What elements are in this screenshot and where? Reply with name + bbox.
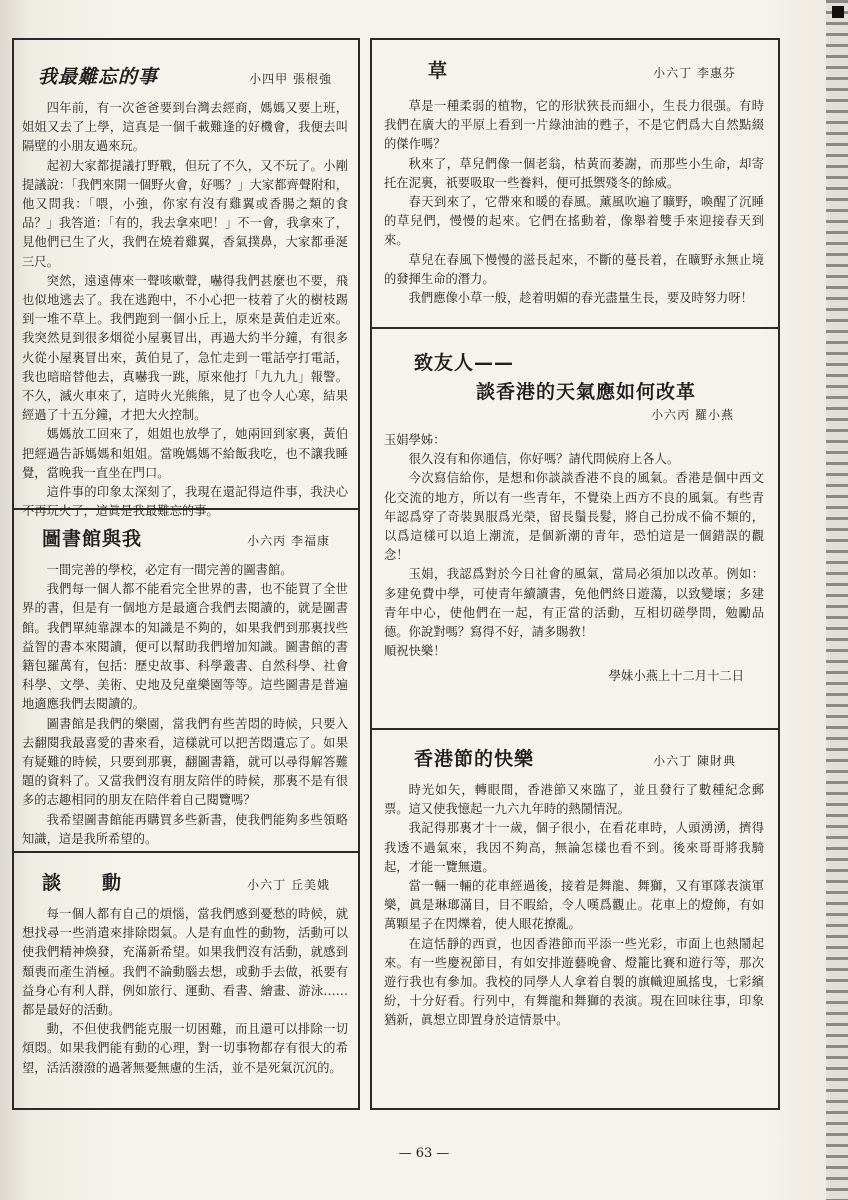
- paragraph: 媽媽放工回來了，姐姐也放學了，她兩回到家裏，黃伯把經過告訴媽媽和姐姐。當晚媽媽不給飯我吃，也不讓我睡覺，當晚我一直坐在門口。: [22, 427, 348, 480]
- paragraph: 圖書館是我們的樂園，當我們有些苦悶的時候，只要入去翻閱我最喜愛的書來看，這樣就可以把苦悶遺忘了。如果有疑難的時候，只要到那裏，翻圖書籍，就可以尋得解答難題的資料了。又當我們沒有朋友陪伴的時候，那裏不是有很多的志趣相同的朋友在陪伴着自己閱覽嗎？: [22, 716, 348, 808]
- article-activity: [22, 868, 348, 1078]
- paragraph: 突然，遠遠傳來一聲咳嗽聲，嚇得我們甚麼也不要，飛也似地逃去了。我在逃跑中，不小心把一枝着了火的樹枝踢到一堆不草上。我們跑到一個小丘上，原來是黃伯走近來。我突然見到很多烟從小屋裏冒出，再過大約半分鐘，有很多火從小屋裏冒出來，黃伯見了，急忙走到一電話亭打電話，我也暗暗替他去，真嚇我一跳，原來他打「九九九」報警。不久，滅火車來了，這時火光熊熊，見了也令人心寒，結果經過了十五分鐘，才把大火控制。: [22, 273, 348, 423]
- paragraph: 我記得那裏才十一歲，個子很小，在看花車時，人頭湧湧，擠得我透不過氣來，我因不夠高，無論怎樣也看不到。後來哥哥將我騎起，才能一覽無遺。: [384, 821, 764, 874]
- article-grass: [384, 56, 764, 308]
- article-title: 圖書館與我: [42, 528, 143, 550]
- article-title: 香港節的快樂: [414, 748, 535, 770]
- article-hk-festival: [384, 744, 764, 1031]
- article-byline: 小六丁 李惠芬: [653, 66, 736, 80]
- article-title: 草: [428, 60, 449, 82]
- article-letter: [384, 348, 764, 687]
- paragraph: 這件事的印象太深刻了，我現在還記得這件事，我決心不再玩火了，這眞是我最難忘的事。: [22, 485, 348, 519]
- article-unforgettable: [22, 62, 348, 521]
- paragraph: 時光如矢，轉眼間，香港節又來臨了，並且發行了數種紀念郵票。這又使我憶起一九六九年時的熱鬧情況。: [384, 783, 764, 817]
- paragraph: 玉娟，我認爲對於今日社會的風氣，當局必須加以改革。例如：多建免費中學，可使青年續讀書，免他們終日遊蕩，以致變壞；多建青年中心，使他們在一起，有正當的活動，互相切磋學問，勉勵品德。你說對嗎？寫得不好，請多賜教！: [384, 567, 764, 640]
- article-byline: 小六丁 丘美娥: [247, 878, 330, 892]
- letter-signature: 學妹小燕上十二月十二日: [608, 669, 744, 684]
- article-title-line1: 致友人——: [414, 352, 515, 374]
- paragraph: 我們應像小草一般，趁着明媚的春光盡量生長，要及時努力呀！: [408, 291, 753, 306]
- letter-closing: 順祝快樂！: [384, 644, 446, 659]
- paragraph: 四年前，有一次爸爸要到台灣去經商，媽媽又要上班，姐姐又去了上學，這真是一個千載難逢的好機會，我便去叫隔壁的小朋友過來玩。: [22, 101, 348, 154]
- paragraph: 春天到來了，它帶來和暖的春風。薰風吹遍了曠野，喚醒了沉睡的草兒們，慢慢的起來。它們在搖動着，像舉着雙手來迎接春天到來。: [384, 195, 764, 248]
- paragraph: 我們每一個人都不能看完全世界的書，也不能買了全世界的書，但是有一個地方是最適合我們去閱讀的，就是圖書館。我們單純靠課本的知識是不夠的，如果我們到那裏找些益智的書本來閱讀，便可以幫助我們增加知識。圖書館的書籍包羅萬有，包括：歷史故事、科學叢書、自然科學、社會科學、文學、美術、史地及兒童樂園等等。這些圖書是普遍地適應我們去閱讀的。: [22, 582, 348, 712]
- binding-mark: [832, 6, 844, 18]
- paragraph: 當一輛一輛的花車經過後，接着是舞龍、舞獅，又有軍隊表演軍樂，眞是琳瑯滿目，目不暇給，令人嘆爲觀止。花車上的燈飾，有如萬顆星子在閃爍着，使人眼花撩亂。: [384, 879, 764, 932]
- divider-right-2: [370, 728, 780, 730]
- paragraph: 每一個人都有自己的煩惱，當我們感到憂愁的時候，就想找尋一些消遣來排除悶氣。人是有血性的動物，活動可以使我們精神煥發，充滿新希望。如果我們沒有活動，就感到頹喪而產生消極。我們不論動腦去想，或動手去做，祇要有益身心有利人群，例如旅行、運動、看書、繪畫、游泳……都是最好的活動。: [22, 907, 348, 1018]
- binding-edge: [826, 0, 848, 1200]
- paragraph: 在這恬靜的西貢，也因香港節而平添一些光彩，市面上也熱鬧起來。有一些慶祝節目，有如安排遊藝晚會、燈籠比賽和遊行等，那次遊行我也有參加。我校的同學人人拿着自製的旗幟迎風搖曳，七彩繽紛，十分好看。行列中，有舞龍和舞獅的表演。現在回味往事，印象猶新，眞想立即置身於這情景中。: [384, 936, 764, 1028]
- divider-left-2: [12, 851, 360, 853]
- letter-salutation: 玉娟學姊：: [384, 433, 446, 447]
- article-byline: 小六丙 李福康: [247, 534, 330, 548]
- paragraph: 草兒在春風下慢慢的滋長起來，不斷的蔓長着，在曠野永無止境的發揮生命的潛力。: [384, 252, 764, 286]
- page-number: — 63 —: [398, 1146, 450, 1161]
- article-byline: 小四甲 張根強: [249, 72, 332, 86]
- article-byline: 小六丁 陳財典: [653, 754, 736, 768]
- article-title: 談 動: [42, 872, 123, 894]
- paragraph: 草是一種柔弱的植物，它的形狀狹長而細小，生長力很强。有時我們在廣大的平原上看到一片綠油油的甦子，不是它們爲大自然點綴的傑作嗎？: [384, 99, 764, 152]
- paragraph: 今次寫信給你，是想和你談談香港不良的風氣。香港是個中西文化交流的地方，所以有一些青年，不覺染上西方不良的風氣。有些青年認爲穿了奇裝異服爲光榮，留長鬚長髮，將自己扮成不倫不類的，以爲這樣可以追上潮流，是個新潮的青年，恐怕這是一個錯誤的觀念！: [384, 471, 764, 563]
- paragraph: 起初大家都提議打野戰，但玩了不久，又不玩了。小剛提議說：「我們來開一個野火會，好嗎？」大家都齊聲附和，他又問我：「喂，小強，你家有沒有雞翼或香腸之類的食品？」我答道：「有的，我去拿來吧！」不一會，我拿來了，見他們已生了火，我們在燒着雞翼，香氣撲鼻，大家都垂涎三尺。: [22, 158, 348, 269]
- article-library: [22, 524, 348, 849]
- article-title: 我最難忘的事: [38, 66, 159, 88]
- paragraph: 動，不但使我們能克服一切困難，而且還可以排除一切煩悶。如果我們能有動的心理，對一切事物都存有很大的希望，活活潑潑的過著無憂無慮的生活，並不是死氣沉沉的。: [22, 1022, 348, 1075]
- divider-right-1: [370, 327, 780, 329]
- article-byline: 小六丙 羅小燕: [651, 408, 734, 422]
- article-title-line2: 談香港的天氣應如何改革: [476, 381, 697, 403]
- paragraph: 很久沒有和你通信，你好嗎？請代問候府上各人。: [408, 452, 680, 467]
- paragraph: 我希望圖書館能再購買多些新書，使我們能夠多些領略知識，這是我所希望的。: [22, 812, 348, 846]
- paragraph: 一間完善的學校，必定有一間完善的圖書館。: [46, 563, 293, 577]
- paragraph: 秋來了，草兒們像一個老翁，枯黃而萎謝，而那些小生命，却寄托在泥裏，祇要吸取一些養料，便可抵禦殘冬的餘威。: [384, 156, 764, 190]
